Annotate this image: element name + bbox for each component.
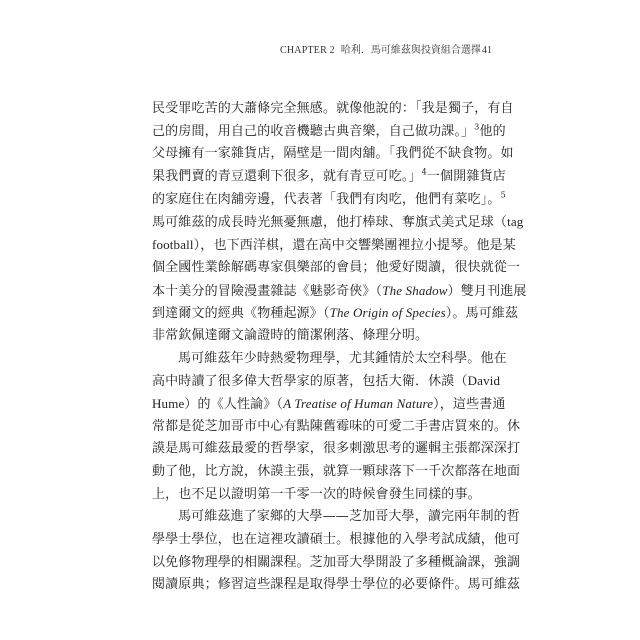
text-line: 以免修物理學的相關課程。芝加哥大學開設了多種概論課，強調 (152, 554, 521, 570)
text-line: 果我們賣的青豆還剩下很多，就有青豆可吃。」$^4$一個開雜貨店 (152, 167, 506, 185)
chapter-label: CHAPTER 2 (280, 45, 335, 56)
text-line: 馬可維茲進了家鄉的大學——芝加哥大學，讀完兩年制的哲 (178, 509, 520, 525)
text-line: 己的房間，用自己的收音機聽古典音樂，自己做功課。」$^3$他的 (152, 122, 506, 139)
body-text (152, 98, 527, 597)
footnote-ref: 3 (474, 122, 480, 132)
text-line: 的家庭住在肉舖旁邊，代表著「我們有肉吃，他們有菜吃」。$^5$ (152, 190, 506, 207)
text-line: 常都是從芝加哥市中心有點陳舊霉味的可愛二手書店買來的。休 (152, 418, 521, 434)
footnote-ref: 5 (500, 190, 506, 200)
text-line: 民受罪吃苦的大蕭條完全無感。就像他說的：「我是獨子，有自 (152, 101, 514, 116)
running-head (280, 44, 492, 58)
text-line: 馬可維茲的成長時光無憂無慮，他打棒球、奪旗式美式足球（tag (152, 214, 524, 231)
text-line: 上，也不足以證明第一千零一次的時候會發生同樣的事。 (152, 486, 481, 502)
page-number: 41 (482, 45, 492, 56)
chapter-title: 哈利．馬可維茲與投資組合選擇 (340, 45, 481, 56)
text-line: 本十美分的冒險漫畫雜誌《魅影奇俠》（The Shadow）雙月刊進展 (152, 282, 527, 299)
text-line: 高中時讀了很多偉大哲學家的原著，包括大衛．休謨（David (152, 373, 501, 390)
text-line: 馬可維茲年少時熱愛物理學，尤其鍾情於太空科學。他在 (178, 350, 507, 366)
text-line: 個全國性業餘解碼專家俱樂部的會員；他愛好閱讀，很快就從一 (152, 259, 521, 275)
text-line: 學學士學位，也在這裡攻讀碩士。根據他的入學考試成績，他可 (152, 532, 521, 548)
text-line: Hume）的《人性論》（A Treatise of Human Nature），這些書通 (152, 395, 506, 412)
text-line: 閱讀原典；修習這些課程是取得學士學位的必要條件。馬可維茲 (152, 577, 521, 593)
text-line: 到達爾文的經典《物種起源》（The Origin of Species）。馬可維茲 (152, 305, 519, 322)
footnote-ref: 4 (421, 167, 427, 177)
text-line: 動了他，比方說，休謨主張，就算一顆球落下一千次都落在地面 (152, 464, 521, 479)
text-line: 謨是馬可維茲最愛的哲學家，很多刺激思考的邏輯主張都深深打 (152, 441, 521, 457)
text-line: football），也下西洋棋，還在高中交響樂團裡拉小提琴。他是某 (152, 237, 516, 254)
text-line: 父母擁有一家雜貨店，隔壁是一間肉舖。「我們從不缺食物。如 (152, 146, 514, 162)
text-line: 非常欽佩達爾文論證時的簡潔俐落、條理分明。 (152, 327, 429, 343)
